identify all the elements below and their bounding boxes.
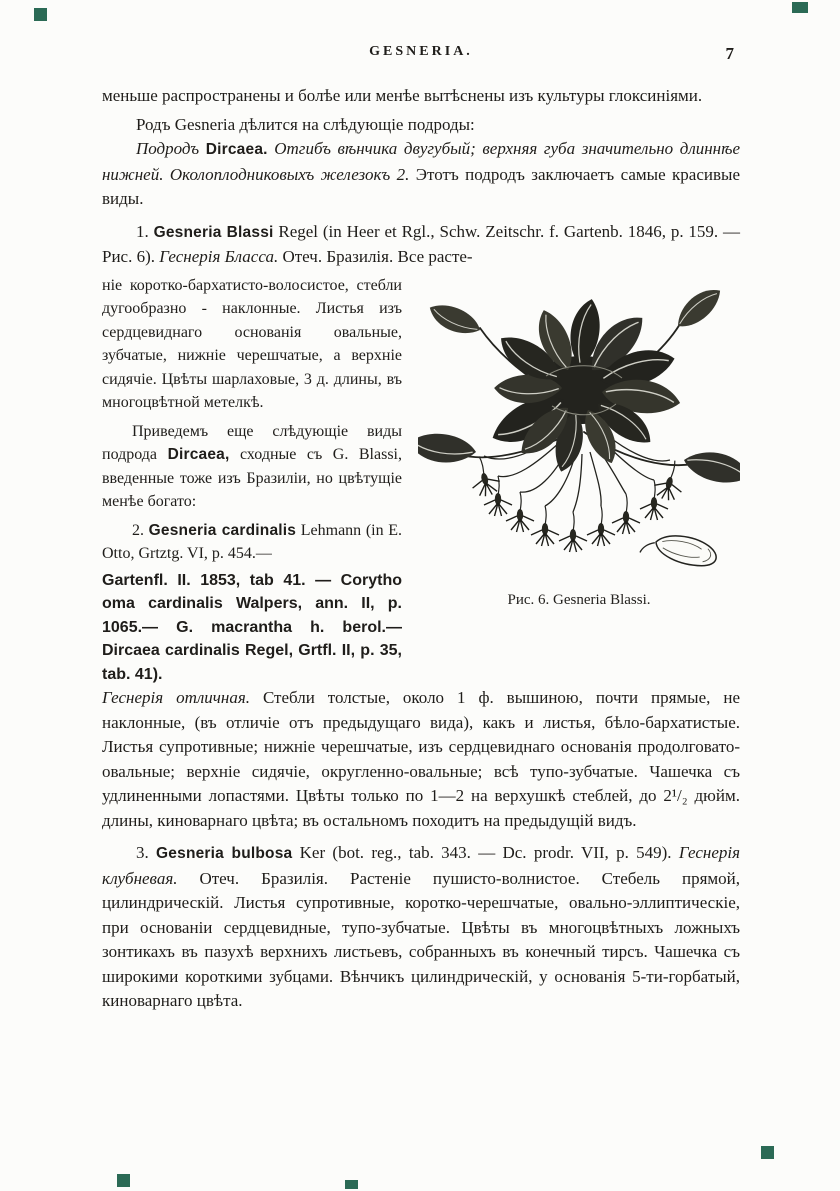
gesneria-blassi-engraving xyxy=(418,280,740,580)
intro-paragraph: меньше распространены и болѣе или менѣе вытѣснены изъ культуры глоксиніями. xyxy=(102,86,703,105)
species-1-russian-name: Геснерія Бласса. xyxy=(159,247,279,266)
subgenus-name-mention: Dircaea, xyxy=(167,446,230,463)
scan-artifact-mark xyxy=(792,2,808,13)
species-1-heading xyxy=(102,220,740,270)
species-3-name: Gesneria bulbosa xyxy=(156,845,293,862)
scan-artifact-mark xyxy=(345,1180,358,1189)
species-1-lead: Отеч. Бразилія. Все расте- xyxy=(278,247,473,266)
subgenus-paragraph xyxy=(102,137,740,212)
species-2-name: Gesneria cardinalis xyxy=(148,521,297,539)
species-2-reference: Lehmann (in E. Otto, Grtztg. VI, p. 454.— xyxy=(102,521,402,562)
species-2-number: 2. xyxy=(132,521,149,539)
species-3-paragraph xyxy=(102,841,740,1014)
figure-caption: Рис. 6. Gesneria Blassi. xyxy=(507,591,651,608)
scan-artifact-mark xyxy=(34,8,47,21)
species-2-heading xyxy=(102,519,402,566)
genus-division-paragraph: Родъ Gesneria дѣлится на слѣдующіе подроды: xyxy=(136,114,475,134)
species-2-russian-name: Геснерія отличная. xyxy=(102,688,250,707)
species-1-number: 1. xyxy=(136,221,154,241)
scan-artifact-mark xyxy=(117,1174,130,1187)
species-3-russian-name: Геснерія клубневая. xyxy=(102,843,740,888)
scan-artifact-mark xyxy=(761,1146,774,1159)
species-2-description-text: Стебли толстые, около 1 ф. вышиною, почти прямые, не наклонные, (въ отличіе отъ предыдущаго вида), какъ и листья, бѣло-бархатистые. Листья супротивные; нижніе черешчатые, изъ сердцевиднаго основанія продолговато-овальные; верхніе сидячіе, округленно-овальные; всѣ тупо-зубчатые. Чашечка съ удлиненными лопастями. Цвѣты только по 1—2 на верхушкѣ стеблей, до 2¹/₂ дюйм. длины, киноварнаго цвѣта; въ остальномъ походитъ на предыдущій видъ. xyxy=(102,688,740,830)
species-3-description-text: Отеч. Бразилія. Растеніе пушисто-волнистое. Стебель прямой, цилиндрическій. Листья супротивные, коротко-черешчатые, овально-эллиптическіе, при основаніи сердцевидные, тупо-зубчатые. Цвѣты въ многоцвѣтныхъ ложныхъ зонтикахъ въ пазухѣ верхнихъ листьевъ, собранныхъ въ конечный тирсъ. Чашечка съ широкими короткими зубцами. Вѣнчикъ цилиндрическій, у основанія 5-ти-горбатый, киноварнаго цвѣта. xyxy=(102,868,740,1010)
flowers xyxy=(466,453,689,552)
two-column-section xyxy=(102,274,740,687)
subgenus-name: Dircaea. xyxy=(205,141,268,158)
tuber-sketch xyxy=(640,526,719,570)
species-3-number: 3. xyxy=(136,843,157,862)
page-number: 7 xyxy=(725,44,734,63)
subgenus-label: Подродъ xyxy=(136,139,206,158)
privedem-pre: Приведемъ еще слѣдующіе виды подрода xyxy=(102,422,402,463)
privedem-paragraph xyxy=(102,420,402,514)
species-1-reference: Regel (in Heer et Rgl., Schw. Zeitschr. f. Gartenb. 1846, p. 159. — Рис. 6). xyxy=(102,221,741,266)
privedem-post: сходные съ G. Blassi, введенные тоже изъ Бразиліи, но цвѣтущіе менѣе богато: xyxy=(102,446,403,510)
subgenus-tail: Этотъ подродъ заключаетъ самые красивые виды. xyxy=(102,164,740,208)
figure-6 xyxy=(418,274,740,609)
species-1-name: Gesneria Blassi xyxy=(153,223,274,241)
subgenus-description: Отгибъ вѣнчика двугубый; верхняя губа значительно длиннѣе нижней. Околоплодниковыхъ железокъ 2. xyxy=(102,139,740,184)
left-column xyxy=(102,274,402,687)
species-1-continuation: ніе коротко-бархатисто-волосистое, стебли дугообразно - наклонные. Листья изъ сердцевиднаго основанія овальные, зубчатые, нижніе черешчатые, а верхніе сидячіе. Цвѣты шарлаховые, 3 д. длины, въ многоцвѣтной метелкѣ. xyxy=(102,276,402,411)
page-header xyxy=(102,44,740,66)
species-2-description xyxy=(102,686,740,833)
species-2-references-small: Gartenfl. II. 1853, tab 41. — Corytho oma cardinalis Walpers, ann. II, p. 1065.— G. macrantha h. berol.—Dircaea cardinalis Regel, Grtfl. II, p. 35, tab. 41). xyxy=(102,571,402,683)
species-3-reference: Ker (bot. reg., tab. 343. — Dc. prodr. VII, p. 549). xyxy=(292,843,679,862)
running-title: GESNERIA. xyxy=(369,44,473,59)
foliage xyxy=(418,283,740,493)
